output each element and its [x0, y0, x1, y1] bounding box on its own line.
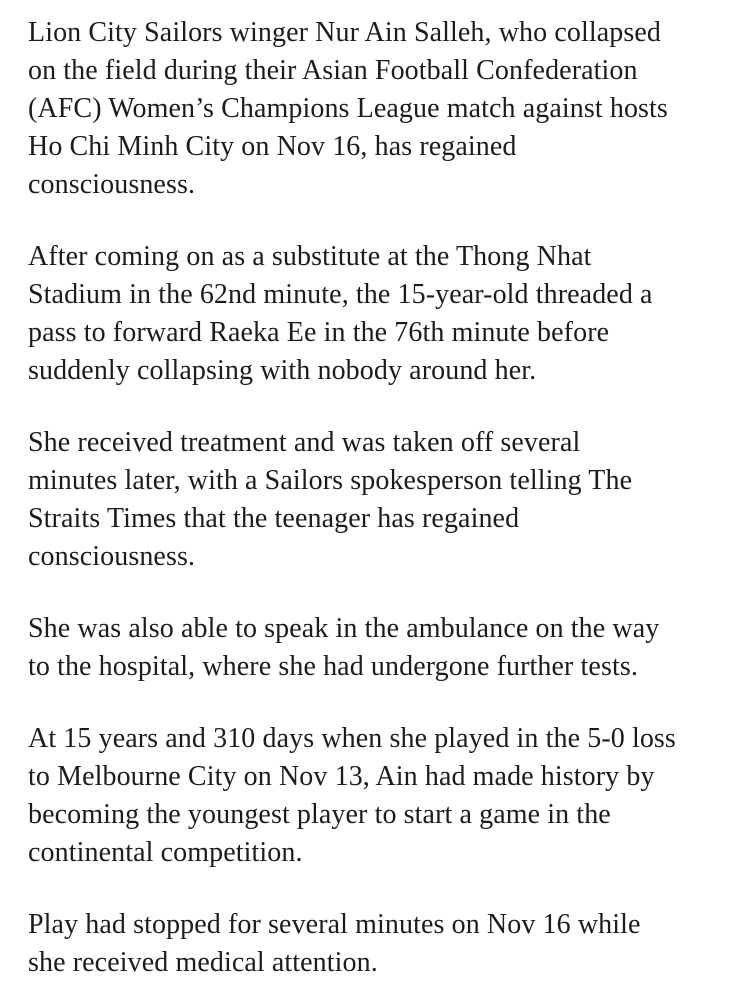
article-paragraph: [28, 720, 752, 872]
paragraph-line: At 15 years and 310 days when she played in the 5-0 loss: [28, 723, 676, 754]
paragraph-line: She received treatment and was taken off several: [28, 427, 581, 458]
paragraph-line: consciousness.: [28, 169, 196, 200]
paragraph-line: she received medical attention.: [28, 947, 378, 978]
paragraph-line: (AFC) Women’s Champions League match against hosts: [28, 93, 668, 124]
article-paragraph: [28, 906, 752, 982]
article-paragraph: [28, 14, 752, 204]
paragraph-line: suddenly collapsing with nobody around her.: [28, 355, 537, 386]
article-paragraph: [28, 238, 752, 390]
paragraph-line: to Melbourne City on Nov 13, Ain had made history by: [28, 761, 655, 792]
paragraph-line: pass to forward Raeka Ee in the 76th minute before: [28, 317, 610, 348]
paragraph-line: becoming the youngest player to start a game in the: [28, 799, 611, 830]
paragraph-line: Straits Times that the teenager has regained: [28, 503, 520, 534]
paragraph-line: After coming on as a substitute at the Thong Nhat: [28, 241, 592, 272]
paragraph-line: Ho Chi Minh City on Nov 16, has regained: [28, 131, 517, 162]
paragraph-line: to the hospital, where she had undergone further tests.: [28, 651, 638, 682]
paragraph-line: minutes later, with a Sailors spokesperson telling The: [28, 465, 633, 496]
paragraph-line: consciousness.: [28, 541, 196, 572]
paragraph-line: Stadium in the 62nd minute, the 15-year-old threaded a: [28, 279, 653, 310]
paragraph-line: She was also able to speak in the ambulance on the way: [28, 613, 660, 644]
paragraph-line: continental competition.: [28, 837, 303, 868]
paragraph-line: on the field during their Asian Football Confederation: [28, 55, 638, 86]
article-paragraph: [28, 610, 752, 686]
paragraph-line: Lion City Sailors winger Nur Ain Salleh, who collapsed: [28, 17, 661, 48]
paragraph-line: Play had stopped for several minutes on Nov 16 while: [28, 909, 641, 940]
article-paragraph: [28, 424, 752, 576]
